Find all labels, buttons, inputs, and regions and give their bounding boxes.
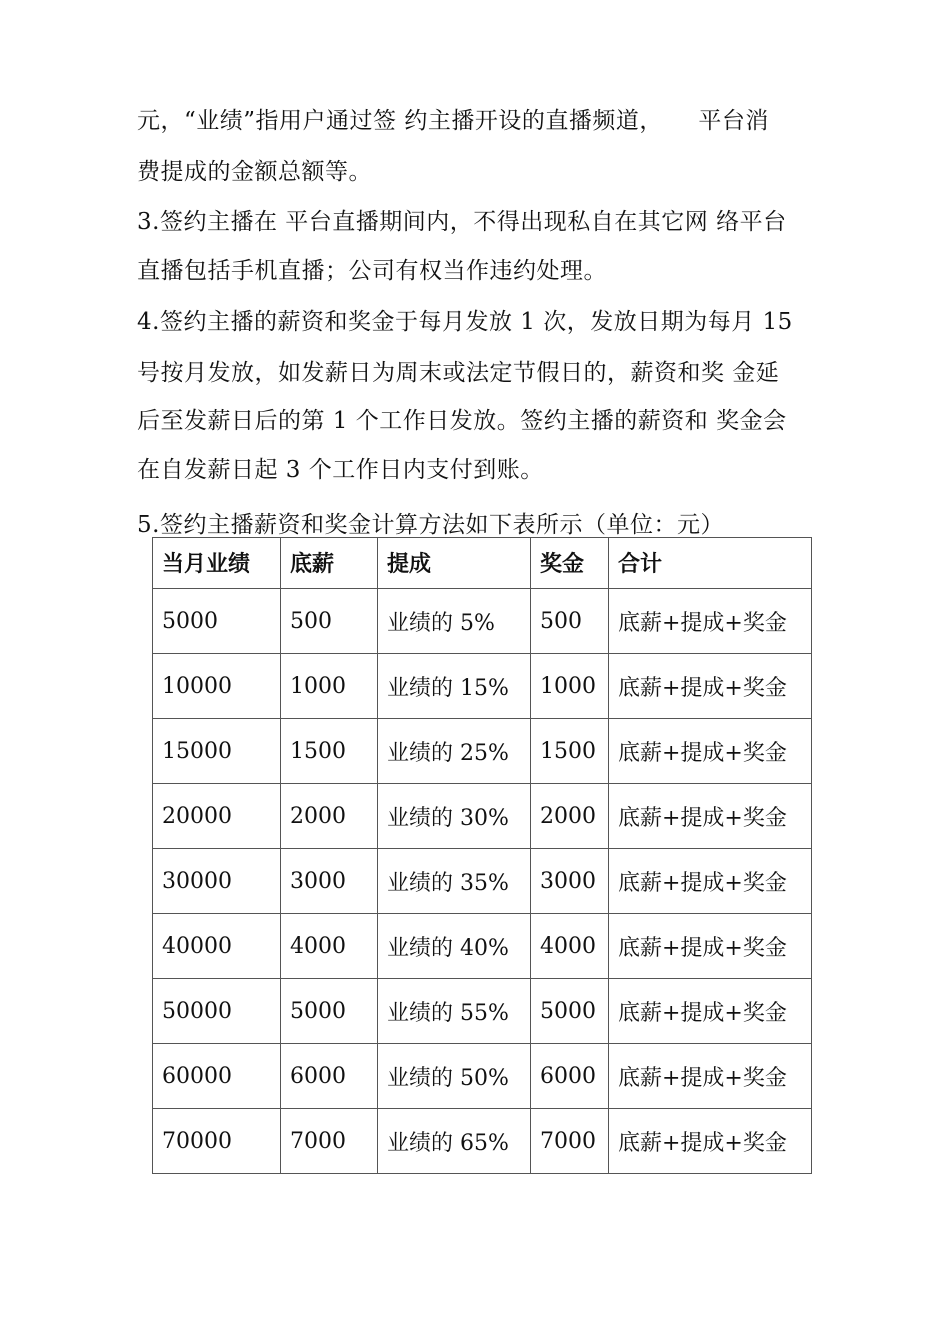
cell-bonus: 500	[531, 589, 609, 654]
paragraph-line: 后至发薪日后的第 1 个工作日发放。签约主播的薪资和 奖金会	[137, 408, 787, 434]
cell-base-salary: 1000	[281, 654, 378, 719]
cell-total: 底薪+提成+奖金	[609, 784, 812, 849]
table-row	[153, 589, 812, 654]
table-row	[153, 849, 812, 914]
cell-total: 底薪+提成+奖金	[609, 914, 812, 979]
cell-bonus: 3000	[531, 849, 609, 914]
cell-base-salary: 4000	[281, 914, 378, 979]
table-row	[153, 1044, 812, 1109]
cell-base-salary: 2000	[281, 784, 378, 849]
paragraph-line: 直播包括手机直播；公司有权当作违约处理。	[137, 258, 607, 284]
cell-performance: 5000	[153, 589, 281, 654]
table-row	[153, 784, 812, 849]
cell-performance: 15000	[153, 719, 281, 784]
cell-performance: 50000	[153, 979, 281, 1044]
cell-total: 底薪+提成+奖金	[609, 1109, 812, 1174]
cell-bonus: 2000	[531, 784, 609, 849]
cell-total: 底薪+提成+奖金	[609, 1044, 812, 1109]
cell-commission: 业绩的 25%	[378, 719, 531, 784]
cell-performance: 70000	[153, 1109, 281, 1174]
table-row	[153, 719, 812, 784]
cell-performance: 10000	[153, 654, 281, 719]
table-caption: 5.签约主播薪资和奖金计算方法如下表所示（单位：元）	[137, 512, 724, 538]
cell-total: 底薪+提成+奖金	[609, 719, 812, 784]
salary-table	[152, 537, 812, 1174]
table-header-row	[153, 538, 812, 589]
header-monthly-performance: 当月业绩	[153, 538, 281, 589]
header-commission: 提成	[378, 538, 531, 589]
cell-performance: 30000	[153, 849, 281, 914]
paragraph-line: 在自发薪日起 3 个工作日内支付到账。	[137, 457, 544, 483]
header-total: 合计	[609, 538, 812, 589]
paragraph-line: 费提成的金额总额等。	[137, 159, 372, 185]
paragraph-line: 4.签约主播的薪资和奖金于每月发放 1 次，发放日期为每月 15	[137, 309, 793, 335]
cell-base-salary: 6000	[281, 1044, 378, 1109]
cell-commission: 业绩的 40%	[378, 914, 531, 979]
cell-base-salary: 7000	[281, 1109, 378, 1174]
cell-commission: 业绩的 35%	[378, 849, 531, 914]
cell-bonus: 1500	[531, 719, 609, 784]
cell-commission: 业绩的 5%	[378, 589, 531, 654]
cell-commission: 业绩的 55%	[378, 979, 531, 1044]
header-bonus: 奖金	[531, 538, 609, 589]
cell-base-salary: 500	[281, 589, 378, 654]
cell-total: 底薪+提成+奖金	[609, 979, 812, 1044]
paragraph-line: 元，“业绩”指用户通过签 约主播开设的直播频道， 平台消	[137, 108, 769, 134]
cell-performance: 20000	[153, 784, 281, 849]
cell-base-salary: 5000	[281, 979, 378, 1044]
paragraph-line: 号按月发放，如发薪日为周末或法定节假日的，薪资和奖 金延	[137, 360, 780, 386]
cell-commission: 业绩的 30%	[378, 784, 531, 849]
cell-bonus: 4000	[531, 914, 609, 979]
cell-performance: 60000	[153, 1044, 281, 1109]
cell-bonus: 7000	[531, 1109, 609, 1174]
table-row	[153, 914, 812, 979]
table-row	[153, 979, 812, 1044]
cell-bonus: 6000	[531, 1044, 609, 1109]
cell-base-salary: 3000	[281, 849, 378, 914]
paragraph-line: 3.签约主播在 平台直播期间内，不得出现私自在其它网 络平台	[137, 209, 787, 235]
cell-commission: 业绩的 65%	[378, 1109, 531, 1174]
cell-bonus: 5000	[531, 979, 609, 1044]
cell-total: 底薪+提成+奖金	[609, 589, 812, 654]
cell-commission: 业绩的 50%	[378, 1044, 531, 1109]
cell-performance: 40000	[153, 914, 281, 979]
cell-total: 底薪+提成+奖金	[609, 849, 812, 914]
header-base-salary: 底薪	[281, 538, 378, 589]
cell-total: 底薪+提成+奖金	[609, 654, 812, 719]
cell-base-salary: 1500	[281, 719, 378, 784]
cell-bonus: 1000	[531, 654, 609, 719]
table-row	[153, 1109, 812, 1174]
table-row	[153, 654, 812, 719]
cell-commission: 业绩的 15%	[378, 654, 531, 719]
